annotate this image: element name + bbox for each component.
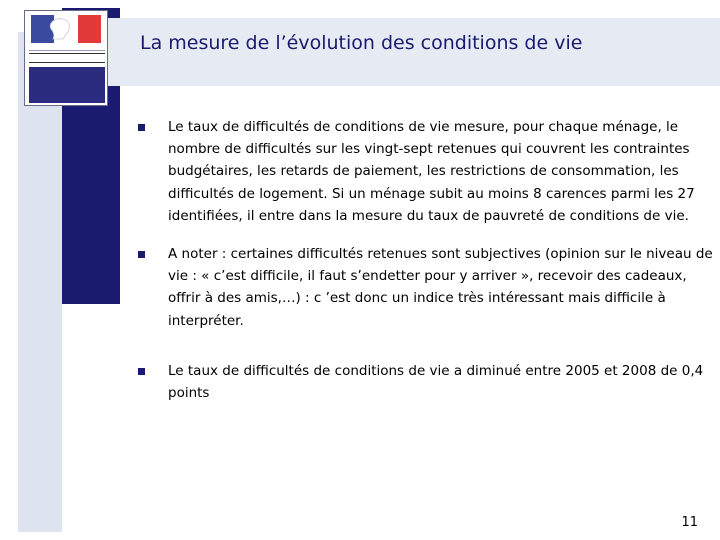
square-bullet-icon [138,368,145,375]
bullet-lead: Le taux de difficultés de conditions de vie [168,119,450,135]
bullet-list [138,116,713,404]
bullet-item [138,360,713,404]
bullet-item [138,243,713,332]
bullet-body: mesure, pour chaque ménage, le nombre de difficultés sur les vingt-sept retenues qui couvrent les contraintes budgétaires, les retards de paiement, les restrictions de consommation, les difficultés de logement. Si un ménage subit au moins 8 carences parmi les 27 identifiées, il entre dans la mesure du taux de pauvreté de conditions de vie. [168,119,695,224]
bullet-lead: A noter [168,246,218,263]
slide-title: La mesure de l’évolution des conditions de vie [140,32,583,54]
square-bullet-icon [138,251,145,258]
bullet-body: : certaines difficultés retenues sont subjectives (opinion sur le niveau de vie : « c’est difficile, il faut s’endetter pour y arriver », recevoir des cadeaux, offrir à des amis,…) : c ’est donc un indice très intéressant mais difficile à interpréter. [168,246,713,329]
left-decorative-band [18,32,62,532]
bullet-lead: Le taux de difficultés de conditions de vie a diminué entre 2005 et 2008 de 0,4 points [168,362,704,402]
bullet-item [138,116,713,227]
ministry-logo [24,10,108,106]
square-bullet-icon [138,124,145,131]
page-number: 11 [681,515,698,530]
logo-motto [29,44,105,51]
marianne-logo-icon [39,15,79,43]
logo-ministry-block [29,67,105,103]
logo-republic-banner [29,53,105,63]
